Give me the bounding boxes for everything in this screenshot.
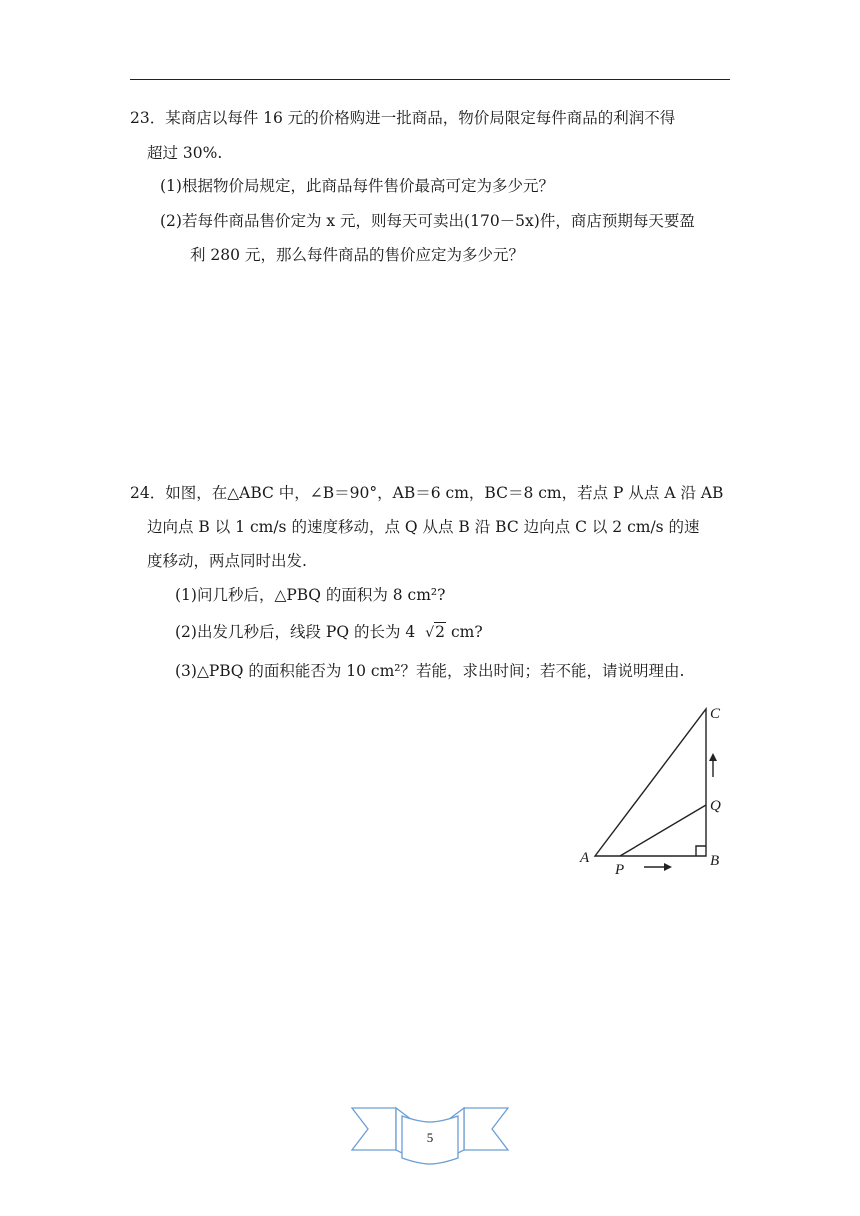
header-rule xyxy=(130,79,730,80)
q24-line1: 24．如图，在△ABC 中，∠B＝90°，AB＝6 cm，BC＝8 cm，若点 P 从点 A 沿 AB xyxy=(130,484,724,502)
q23-line2: 超过 30%. xyxy=(147,144,223,162)
q24-part1: (1)问几秒后，△PBQ 的面积为 8 cm²? xyxy=(175,586,446,604)
arrow-up-icon xyxy=(709,753,717,761)
label-q: Q xyxy=(710,798,721,814)
segment-pq xyxy=(620,805,706,856)
q23-line1: 23．某商店以每件 16 元的价格购进一批商品，物价局限定每件商品的利润不得 xyxy=(130,109,676,127)
q23-part2-line1: (2)若每件商品售价定为 x 元，则每天可卖出(170－5x)件，商店预期每天要盈 xyxy=(160,212,695,230)
q23-part2-line2: 利 280 元，那么每件商品的售价应定为多少元？ xyxy=(190,246,524,264)
q24-part2 xyxy=(175,621,483,644)
sqrt-expression xyxy=(425,621,446,644)
triangle-figure xyxy=(560,695,740,885)
label-a: A xyxy=(580,850,590,866)
label-b: B xyxy=(710,853,720,869)
arrow-right-icon xyxy=(664,863,672,871)
triangle-abc xyxy=(595,709,706,856)
q24-part2-text: (2)出发几秒后，线段 PQ 的长为 4 xyxy=(175,623,416,641)
page-number-ribbon xyxy=(350,1102,510,1168)
radical-sign: √ xyxy=(425,625,435,641)
right-angle-mark xyxy=(696,846,706,856)
radicand: 2 xyxy=(435,623,446,641)
label-c: C xyxy=(710,706,721,722)
q24-part2-unit: cm? xyxy=(446,623,483,641)
label-p: P xyxy=(615,862,625,878)
q23-part1: (1)根据物价局规定，此商品每件售价最高可定为多少元？ xyxy=(160,177,554,195)
page-number: 5 xyxy=(426,1130,434,1145)
q24-line2: 边向点 B 以 1 cm/s 的速度移动，点 Q 从点 B 沿 BC 边向点 C 以 2 cm/s 的速 xyxy=(147,518,700,536)
q24-part3: (3)△PBQ 的面积能否为 10 cm²？若能，求出时间；若不能，请说明理由. xyxy=(175,662,685,680)
q24-line3: 度移动，两点同时出发. xyxy=(147,552,307,570)
